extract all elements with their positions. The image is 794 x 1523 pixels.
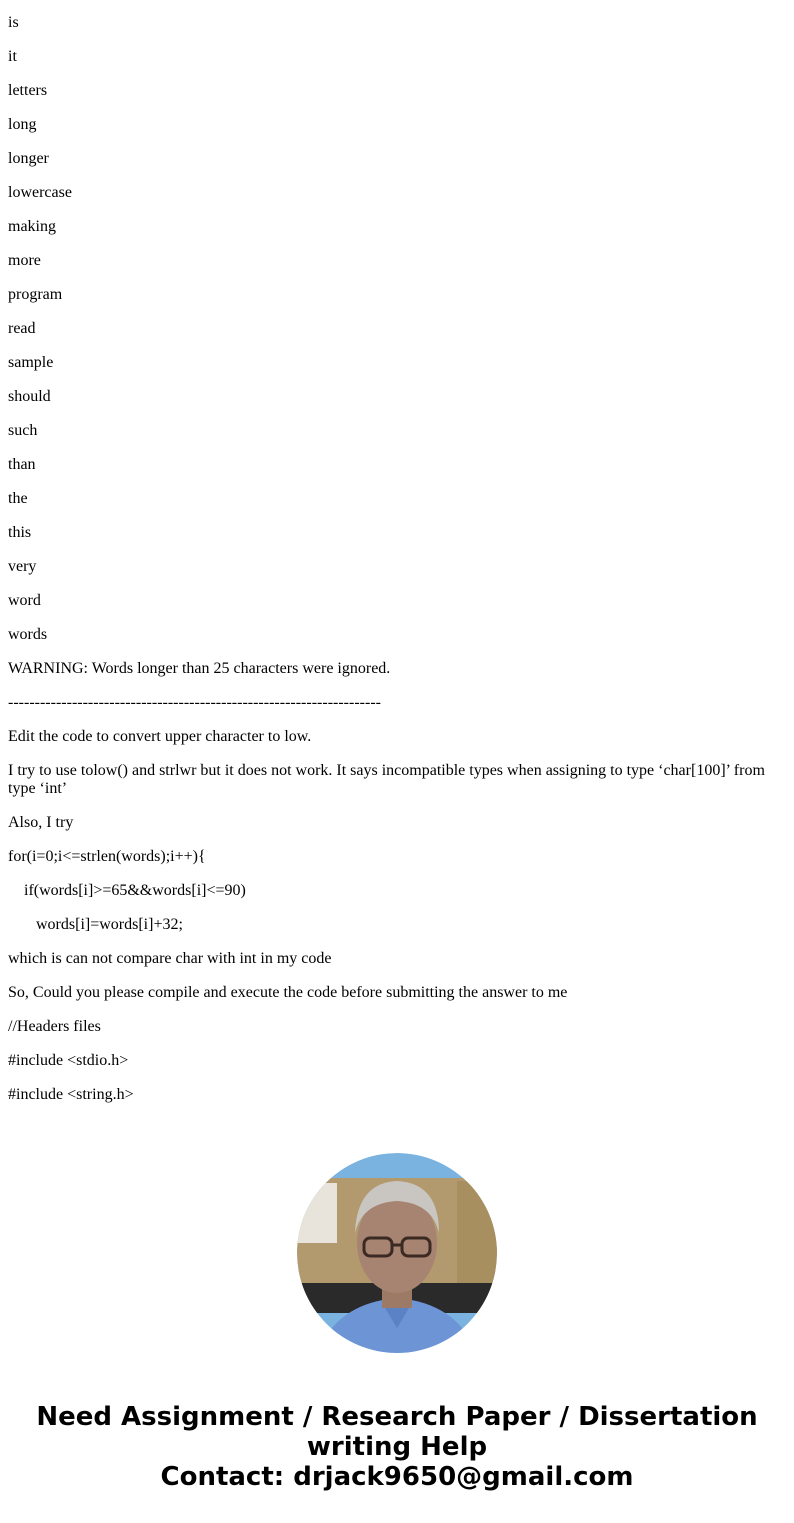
word-item: sample [8, 354, 54, 371]
promo-contact: Contact: drjack9650@gmail.com [160, 1462, 634, 1492]
word-item: words [8, 626, 48, 643]
word-item: should [8, 388, 51, 405]
also-text: Also, I try [8, 814, 74, 831]
word-item: making [8, 218, 56, 235]
code-line: for(i=0;i<=strlen(words);i++){ [8, 848, 206, 865]
include-line: #include <stdio.h> [8, 1052, 129, 1069]
instruction-text: Edit the code to convert upper character to low. [8, 728, 312, 745]
word-item: is [8, 14, 19, 31]
word-item: more [8, 252, 41, 269]
problem-text: I try to use tolow() and strlwr but it does not work. It says incompatible types when assigning to type ‘char[100]’ from type ‘int’ [8, 762, 765, 797]
promo-banner [0, 1402, 794, 1492]
word-item: program [8, 286, 63, 303]
word-item: very [8, 558, 37, 575]
word-item: this [8, 524, 32, 541]
headers-comment: //Headers files [8, 1018, 101, 1035]
word-item: lowercase [8, 184, 72, 201]
request-text: So, Could you please compile and execute the code before submitting the answer to me [8, 984, 568, 1001]
avatar [297, 1153, 497, 1353]
code-line: words[i]=words[i]+32; [36, 916, 183, 933]
word-item: word [8, 592, 41, 609]
word-item: letters [8, 82, 48, 99]
person-photo-icon [297, 1153, 497, 1353]
warning-text: WARNING: Words longer than 25 characters were ignored. [8, 660, 391, 677]
promo-line: Need Assignment / Research Paper / Dissertation [36, 1402, 758, 1432]
include-line: #include <string.h> [8, 1086, 134, 1103]
word-item: it [8, 48, 17, 65]
word-item: longer [8, 150, 49, 167]
word-item: read [8, 320, 36, 337]
word-item: the [8, 490, 28, 507]
word-item: than [8, 456, 36, 473]
issue-text: which is can not compare char with int in my code [8, 950, 332, 967]
code-line: if(words[i]>=65&&words[i]<=90) [24, 882, 246, 899]
promo-line: writing Help [306, 1432, 488, 1462]
word-item: such [8, 422, 38, 439]
word-item: long [8, 116, 37, 133]
separator-line: ---------------------------------------------------------------------- [8, 694, 381, 711]
